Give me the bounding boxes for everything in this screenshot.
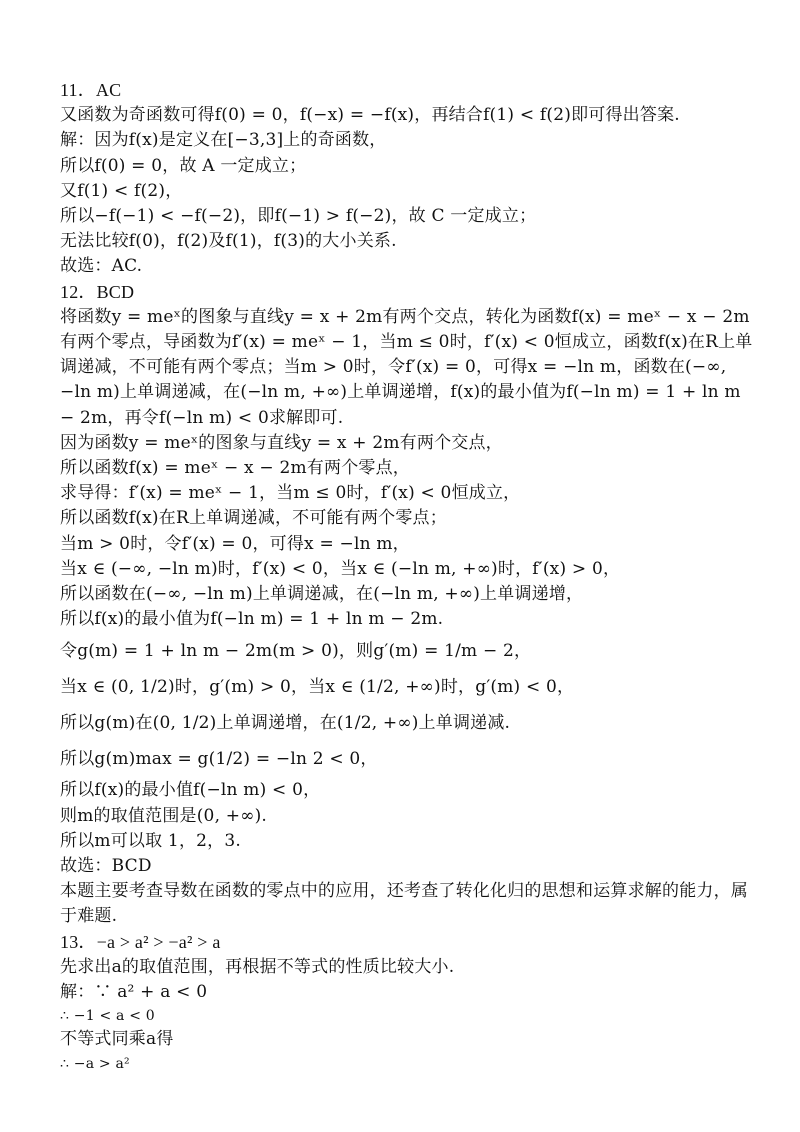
text-line: 因为函数y = meˣ的图象与直线y = x + 2m有两个交点， <box>60 432 503 453</box>
text-line: 先求出a的取值范围，再根据不等式的性质比较大小. <box>60 956 455 977</box>
formula-line: 令g(m) = 1 + ln m − 2m(m > 0)，则g′(m) = 1/m − 2， <box>60 641 532 662</box>
text-line: 当m > 0时，令f′(x) = 0，可得x = −ln m， <box>60 533 410 554</box>
text-line: 则m的取值范围是(0, +∞). <box>60 805 268 826</box>
formula-line: 所以g(m)在(0, 1/2)上单调递增，在(1/2, +∞)上单调递减. <box>60 713 511 734</box>
text-line: 所以f(0) = 0，故 A 一定成立； <box>60 155 307 176</box>
text-line: 无法比较f(0)，f(2)及f(1)，f(3)的大小关系. <box>60 231 397 252</box>
text-line: 又f(1) < f(2)， <box>60 180 183 201</box>
text-line: 所以−f(−1) < −f(−2)，即f(−1) > f(−2)，故 C 一定成立； <box>60 206 537 227</box>
formula-line: 当x ∈ (0, 1/2)时，g′(m) > 0，当x ∈ (1/2, +∞)时，g′(m) < 0， <box>60 677 575 698</box>
document-page <box>60 78 760 1075</box>
text-paragraph: 本题主要考查导数在函数的零点中的应用，还考查了转化化归的思想和运算求解的能力，属于难题. <box>60 881 748 927</box>
text-line: 所以函数f(x) = meˣ − x − 2m有两个零点， <box>60 458 411 479</box>
text-line: 所以m可以取 1，2，3. <box>60 830 241 851</box>
answer-12-heading: 12．BCD <box>60 281 135 302</box>
answer-11-heading: 11．AC <box>60 80 122 100</box>
text-line: 所以函数在(−∞, −ln m)上单调递减，在(−ln m, +∞)上单调递增， <box>60 584 584 605</box>
text-line: 求导得：f′(x) = meˣ − 1，当m ≤ 0时，f′(x) < 0恒成立， <box>60 483 521 504</box>
text-line: 故选：AC. <box>60 256 143 277</box>
text-line: 又函数为奇函数可得f(0) = 0，f(−x) = −f(x)，再结合f(1) < f(2)即可得出答案. <box>60 105 680 126</box>
text-paragraph: 将函数y = meˣ的图象与直线y = x + 2m有两个交点，转化为函数f(x) = meˣ − x − 2m有两个零点，导函数为f′(x) = meˣ − 1，当m ≤ 0时，f′(x) < 0恒成立，函数f(x)在R上单调递减，不可能有两个零点；当m > 0时，令f′(x) = 0，可得x = −ln m，函数在(−∞, −ln m)上单调递减，在(−ln m, +∞)上单调递增，f(x)的最小值为f(−ln m) = 1 + ln m − 2m，再令f(−ln m) < 0求解即可. <box>60 306 753 428</box>
text-line: 解：∵ a² + a < 0 <box>60 982 208 1003</box>
formula-line: ∴ −a > a² <box>60 1055 130 1072</box>
text-line: 当x ∈ (−∞, −ln m)时，f′(x) < 0，当x ∈ (−ln m, +∞)时，f′(x) > 0， <box>60 558 621 579</box>
text-line: 故选：BCD <box>60 856 152 877</box>
text-line: 不等式同乘a得 <box>60 1029 174 1050</box>
formula-line: ∴ −1 < a < 0 <box>60 1008 155 1025</box>
answer-13-heading: 13．−a > a² > −a² > a <box>60 931 221 952</box>
formula-line: 所以g(m)max = g(1/2) = −ln 2 < 0， <box>60 749 378 770</box>
text-line: 所以函数f(x)在R上单调递减，不可能有两个零点； <box>60 508 447 529</box>
text-line: 所以f(x)的最小值f(−ln m) < 0， <box>60 780 321 801</box>
text-line: 所以f(x)的最小值为f(−ln m) = 1 + ln m − 2m. <box>60 609 444 630</box>
text-line: 解：因为f(x)是定义在[−3,3]上的奇函数， <box>60 130 387 151</box>
